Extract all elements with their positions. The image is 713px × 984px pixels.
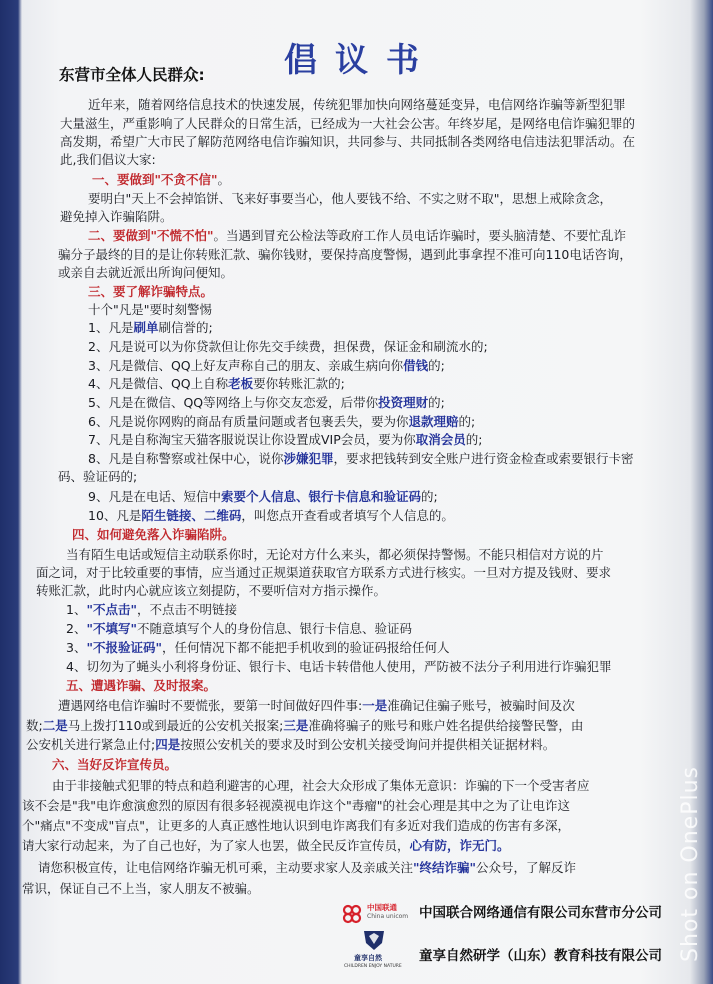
section-1-line-1: 要明白"天上不会掉馅饼、飞来好事要当心，他人要钱不给、不实之财不取"，思想上戒除贪念， bbox=[88, 191, 613, 206]
item-text: 10、凡是 bbox=[88, 508, 142, 523]
item-key: 心有防，诈无门。 bbox=[409, 838, 510, 853]
leaflet-paper bbox=[22, 0, 697, 984]
section-1-line-2: 避免掉入诈骗陷阱。 bbox=[60, 209, 173, 224]
item-key: 三是 bbox=[283, 718, 309, 733]
section-4-heading: 四、如何避免落入诈骗陷阱。 bbox=[72, 527, 235, 542]
section-1-heading bbox=[92, 172, 230, 188]
crest-icon bbox=[361, 928, 387, 952]
item-key: 借钱 bbox=[403, 358, 429, 373]
fanshi-item-8 bbox=[88, 451, 634, 467]
section-2-rest: 。当遇到冒充公检法等政府工作人员电话诈骗时，要头脑清楚、不要忙乱诈 bbox=[213, 228, 627, 243]
children-enjoy-nature-logo bbox=[344, 928, 404, 974]
item-text: 遭遇网络电信诈骗时不要慌张，要第一时间做好四件事: bbox=[58, 698, 363, 713]
item-text: 9、凡是在电话、短信中 bbox=[88, 489, 221, 504]
item-key: 退款理赔 bbox=[408, 414, 459, 429]
section-6-line-2: 该不会是"我"电诈愈演愈烈的原因有很多轻视漠视电诈这个"毒瘤"的社会心理是其中之为了让电诈这 bbox=[22, 798, 570, 813]
item-text: 1、 bbox=[66, 602, 87, 617]
section-6-line-1: 由于非接触式犯罪的特点和趋利避害的心理，社会大众形成了集体无意识：诈骗的下一个受害者应 bbox=[52, 778, 590, 793]
item-text: 准确将骗子的账号和账户姓名提供给接警民警，由 bbox=[308, 718, 584, 733]
china-unicom-logo bbox=[340, 900, 410, 928]
section-2-line-2: 或亲自去就近派出所询问便知。 bbox=[58, 265, 234, 280]
item-key: 陌生链接、二维码 bbox=[141, 508, 242, 523]
org-2-name: 童享自然研学（山东）教育科技有限公司 bbox=[419, 948, 662, 964]
section-6-line-3: 个"痛点"不变成"盲点"，让更多的人真正感性地认识到电诈离我们有多近对我们造成的伤害有多深， bbox=[22, 818, 570, 833]
item-text: 请您积极宣传，让电信网络诈骗无机可乘，主动要求家人及亲戚关注 bbox=[38, 860, 414, 875]
section-1-key: "不贪不信" bbox=[154, 172, 218, 187]
item-text: 1、凡是 bbox=[88, 320, 134, 335]
item-key: 一是 bbox=[362, 698, 388, 713]
item-key: 刷单 bbox=[133, 320, 159, 335]
item-text: ，不点击不明链接 bbox=[136, 602, 237, 617]
item-key: "终结诈骗" bbox=[413, 860, 477, 875]
section-5-heading: 五、遭遇诈骗、及时报案。 bbox=[66, 678, 217, 693]
item-text: 刷信誉的; bbox=[158, 320, 213, 335]
item-text: 2、凡是说可以为你贷款但让你先交手续费，担保费，保证金和刷流水的; bbox=[88, 339, 488, 354]
item-text: 的; bbox=[465, 432, 483, 447]
avoid-item-3 bbox=[66, 640, 450, 656]
unicom-knot-icon bbox=[340, 902, 364, 926]
item-text: 4、凡是微信、QQ上自称 bbox=[88, 376, 229, 391]
avoid-item-2 bbox=[66, 621, 412, 637]
intro-line-1: 近年来，随着网络信息技术的快速发展，传统犯罪加快向网络蔓延变异，电信网络诈骗等新型犯罪 bbox=[88, 97, 626, 112]
item-text: 的; bbox=[428, 395, 445, 410]
item-text: 数; bbox=[26, 718, 43, 733]
item-text: 请大家行动起来，为了自己也好，为了家人也罢，做全民反诈宣传员， bbox=[22, 838, 410, 853]
item-text: ，叫您点开查看或者填写个人信息的。 bbox=[241, 508, 454, 523]
item-key: 投资理财 bbox=[378, 395, 429, 410]
section-5-line-2 bbox=[26, 718, 583, 734]
avoid-item-1 bbox=[66, 602, 237, 618]
item-text: 的; bbox=[458, 414, 476, 429]
item-key: "不报验证码" bbox=[86, 640, 162, 655]
section-5-line-1 bbox=[58, 698, 575, 714]
closing-line-2: 常识，保证自己不上当，家人朋友不被骗。 bbox=[22, 881, 260, 896]
intro-line-3: 高发期，希望广大市民了解防范网络电信诈骗知识，共同参与、共同抵制各类网络电信违法犯罪活动。在 bbox=[60, 134, 636, 149]
section-1-end: 。 bbox=[217, 172, 231, 187]
section-2-line-1: 骗分子最终的目的是让你转账汇款、骗你钱财，要保持高度警惕，遇到此事拿捏不准可向110电话咨询， bbox=[58, 247, 632, 262]
section-6-heading: 六、当好反诈宣传员。 bbox=[52, 757, 178, 772]
item-key: 四是 bbox=[155, 737, 181, 752]
crest-logo-en: CHILDREN ENJOY NATURE bbox=[344, 964, 402, 969]
section-6-line-4 bbox=[22, 838, 510, 854]
section-2-key: "不慌不怕" bbox=[150, 228, 214, 243]
item-text: 2、 bbox=[66, 621, 87, 636]
salutation: 东营市全体人民群众: bbox=[59, 66, 205, 84]
item-text: 6、凡是说你网购的商品有质量问题或者包裹丢失，要为你 bbox=[88, 414, 409, 429]
item-text: 按照公安机关的要求及时到公安机关接受询问并提供相关证据材料。 bbox=[180, 737, 556, 752]
item-text: 8、凡是自称警察或社保中心，说你 bbox=[88, 451, 284, 466]
item-text: 准确记住骗子账号，被骗时间及次 bbox=[387, 698, 575, 713]
intro-line-4: 此,我们倡议大家: bbox=[60, 152, 156, 167]
fanshi-item-1 bbox=[88, 320, 213, 336]
section-4-line-3: 转账汇款，此时内心就应该立刻提防，不要听信对方指示操作。 bbox=[36, 583, 387, 598]
item-text: ，任何情况下都不能把手机收到的验证码报给任何人 bbox=[161, 640, 450, 655]
item-key: 涉嫌犯罪 bbox=[283, 451, 334, 466]
item-text: 要你转账汇款的; bbox=[253, 376, 345, 391]
closing-line-1 bbox=[38, 860, 576, 876]
fanshi-item-8-cont: 码、验证码的; bbox=[58, 469, 138, 484]
fanshi-item-6 bbox=[88, 414, 475, 430]
intro-line-2: 大量滋生，严重影响了人民群众的日常生活，已经成为一大社会公害。年终岁尾，是网络电信诈骗犯罪的 bbox=[60, 116, 636, 131]
item-text: 5、凡是在微信、QQ等网络上与你交友恋爱，后带你 bbox=[88, 395, 379, 410]
fanshi-item-5 bbox=[88, 395, 445, 411]
fanshi-item-9 bbox=[88, 489, 438, 505]
section-5-line-3 bbox=[26, 737, 555, 753]
fanshi-item-3 bbox=[88, 358, 445, 374]
item-text: 3、 bbox=[66, 640, 87, 655]
item-text: 不随意填写个人的身份信息、银行卡信息、验证码 bbox=[136, 621, 412, 636]
camera-watermark: Shot on OnePlus bbox=[678, 766, 703, 962]
section-4-line-1: 当有陌生电话或短信主动联系你时，无论对方什么来头，都必须保持警惕。不能只相信对方说的片 bbox=[66, 547, 604, 562]
section-4-line-2: 面之词，对于比较重要的事情，应当通过正规渠道获取官方联系方式进行核实。一旦对方提及钱财、要求 bbox=[36, 565, 612, 580]
item-text: 马上拨打110或到最近的公安机关报案; bbox=[67, 718, 284, 733]
item-text: 公众号，了解反诈 bbox=[476, 860, 577, 875]
section-3-heading: 三、要了解诈骗特点。 bbox=[88, 284, 214, 299]
item-text: 公安机关进行紧急止付; bbox=[26, 737, 156, 752]
item-text: 的; bbox=[428, 358, 445, 373]
unicom-logo-en: China unicom bbox=[367, 913, 409, 920]
section-3-subheading: 十个"凡是"要时刻警惕 bbox=[88, 302, 212, 317]
item-key: 索要个人信息、银行卡信息和验证码 bbox=[220, 489, 421, 504]
section-2-title: 二、要做到 bbox=[88, 228, 151, 243]
item-text: 7、凡是自称淘宝天猫客服说误让你设置成VIP会员，要为你 bbox=[88, 432, 416, 447]
section-1-title: 一、要做到 bbox=[92, 172, 155, 187]
item-key: "不填写" bbox=[86, 621, 137, 636]
fanshi-item-4 bbox=[88, 376, 345, 392]
item-text: ，要求把钱转到安全账户进行资金检查或索要银行卡密 bbox=[333, 451, 634, 466]
crest-logo-cn: 童享自然 bbox=[354, 954, 382, 962]
fanshi-item-10 bbox=[88, 508, 454, 524]
fanshi-item-7 bbox=[88, 432, 482, 448]
item-key: 二是 bbox=[42, 718, 68, 733]
fanshi-item-2 bbox=[88, 339, 488, 355]
item-text: 的; bbox=[420, 489, 438, 504]
page-title: 倡议书 bbox=[284, 40, 437, 79]
item-key: 老板 bbox=[228, 376, 254, 391]
unicom-logo-cn: 中国联通 bbox=[367, 903, 397, 912]
org-1-name: 中国联合网络通信有限公司东营市分公司 bbox=[419, 905, 662, 921]
item-key: 取消会员 bbox=[415, 432, 466, 447]
avoid-item-4: 4、切勿为了蝇头小利将身份证、银行卡、电话卡转借他人使用，严防被不法分子利用进行诈骗犯罪 bbox=[66, 659, 612, 674]
section-2-heading bbox=[88, 228, 626, 244]
item-text: 3、凡是微信、QQ上好友声称自己的朋友、亲戚生病向你 bbox=[88, 358, 404, 373]
item-key: "不点击" bbox=[86, 602, 137, 617]
